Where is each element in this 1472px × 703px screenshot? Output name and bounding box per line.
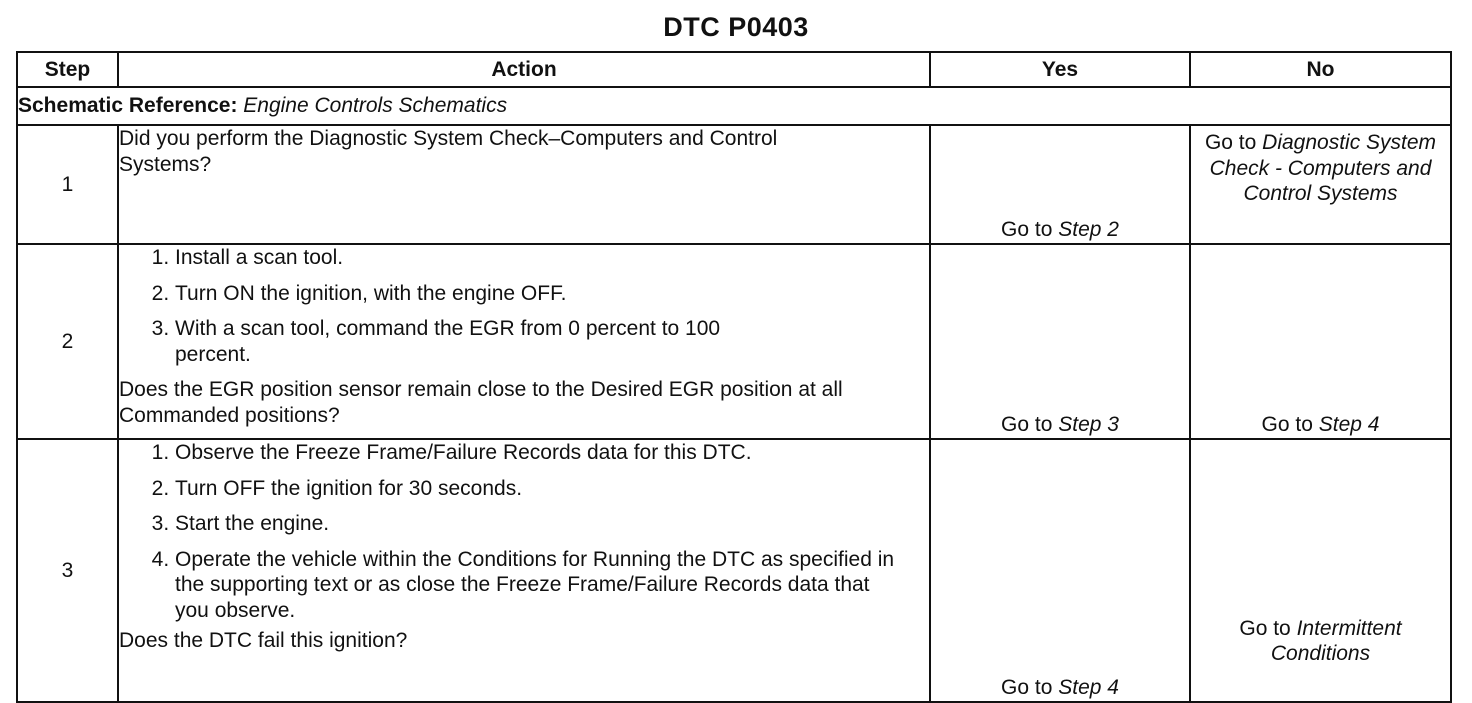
page-title: DTC P0403	[663, 12, 809, 42]
header-action: Action	[118, 52, 930, 87]
yes-cell	[930, 439, 1190, 702]
yes-link[interactable]: Step 4	[1058, 676, 1119, 700]
no-link[interactable]: Intermittent Conditions	[1270, 616, 1402, 666]
action-question: Does the DTC fail this ignition?	[119, 628, 408, 652]
no-prefix: Go to	[1239, 616, 1291, 640]
diagnostic-table	[16, 51, 1452, 703]
action-step: 4. Operate the vehicle within the Conditions for Running the DTC as specified in the supporting text or as close the Freeze Frame/Failure Records data that you observe.	[175, 547, 895, 624]
no-cell	[1190, 439, 1451, 702]
table-row	[17, 439, 1451, 702]
step-number: 2	[17, 244, 118, 439]
action-question: Did you perform the Diagnostic System Check–Computers and Control Systems?	[119, 127, 778, 176]
action-step: 1. Observe the Freeze Frame/Failure Records data for this DTC.	[175, 440, 895, 466]
no-link[interactable]: Step 4	[1318, 413, 1380, 437]
schematic-reference-label: Schematic Reference:	[18, 94, 238, 118]
yes-prefix: Go to	[1001, 218, 1053, 242]
action-cell	[118, 439, 930, 702]
no-link[interactable]: Diagnostic System Check - Computers and Control Systems	[1209, 131, 1437, 206]
no-cell	[1190, 125, 1451, 244]
yes-prefix: Go to	[1001, 413, 1053, 437]
action-step: 2. Turn OFF the ignition for 30 seconds.	[175, 476, 895, 502]
step-number: 3	[17, 439, 118, 702]
schematic-reference-row	[17, 87, 1451, 125]
yes-link[interactable]: Step 3	[1058, 413, 1119, 437]
action-step: 3. Start the engine.	[175, 511, 895, 537]
no-prefix: Go to	[1261, 413, 1313, 437]
yes-cell	[930, 125, 1190, 244]
schematic-reference	[17, 87, 1451, 125]
action-question: Does the EGR position sensor remain close to the Desired EGR position at all Commanded positions?	[119, 378, 843, 428]
action-step: 3. With a scan tool, command the EGR from 0 percent to 100 percent.	[175, 316, 795, 367]
table-row	[17, 244, 1451, 439]
yes-prefix: Go to	[1001, 676, 1053, 700]
no-cell	[1190, 244, 1451, 439]
yes-link[interactable]: Step 2	[1058, 218, 1119, 242]
header-row	[17, 52, 1451, 87]
step-number: 1	[17, 125, 118, 244]
schematic-reference-link[interactable]: Engine Controls Schematics	[243, 94, 508, 118]
header-no: No	[1190, 52, 1451, 87]
table-row	[17, 125, 1451, 244]
action-step: 1. Install a scan tool.	[175, 245, 795, 271]
action-cell	[118, 244, 930, 439]
header-step: Step	[17, 52, 118, 87]
header-yes: Yes	[930, 52, 1190, 87]
action-cell	[118, 125, 930, 244]
action-steps	[119, 245, 795, 367]
action-steps	[119, 440, 895, 624]
yes-cell	[930, 244, 1190, 439]
action-step: 2. Turn ON the ignition, with the engine OFF.	[175, 281, 795, 307]
no-prefix: Go to	[1204, 131, 1257, 154]
